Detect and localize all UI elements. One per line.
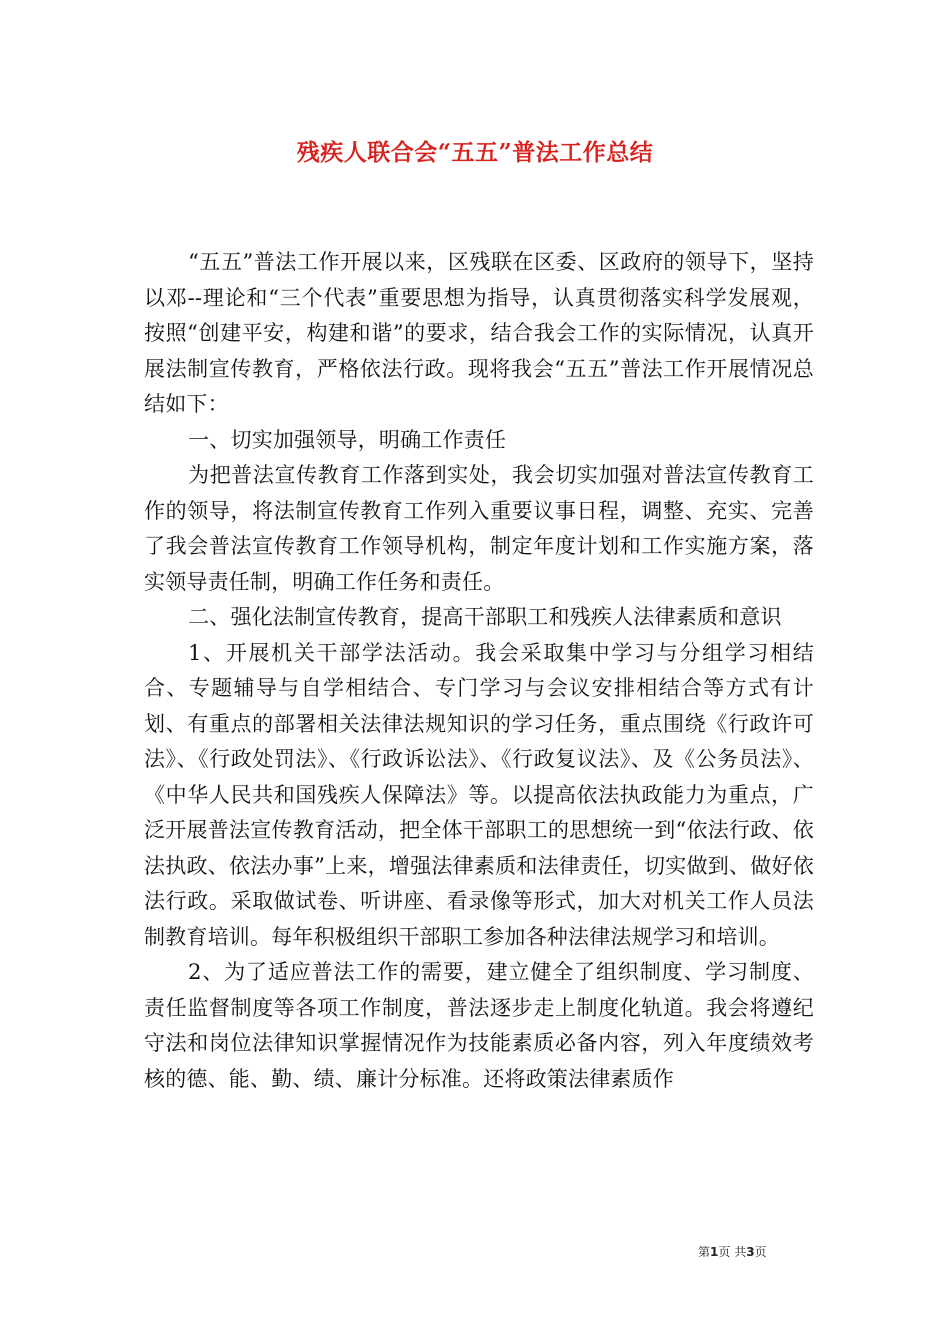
footer-page-number: 1	[710, 1245, 719, 1259]
document-body	[144, 245, 814, 1097]
footer-suffix: 页	[754, 1245, 767, 1259]
section-heading-2: 二、强化法制宣传教育，提高干部职工和残疾人法律素质和意识	[188, 605, 782, 629]
footer-middle: 页 共	[718, 1245, 747, 1259]
document-title: 残疾人联合会“五五”普法工作总结	[296, 139, 654, 166]
footer-total-pages: 3	[746, 1245, 755, 1259]
paragraph-item-1: 1、开展机关干部学法活动。我会采取集中学习与分组学习相结合、专题辅导与自学相结合、专门学习与会议安排相结合等方式有计划、有重点的部署相关法律法规知识的学习任务，重点围绕《行政许可法》、《行政处罚法》、《行政诉讼法》、《行政复议法》、及《公务员法》、《中华人民共和国残疾人保障法》等。以提高依法执政能力为重点，广泛开展普法宣传教育活动，把全体干部职工的思想统一到“依法行政、依法执政、依法办事”上来，增强法律素质和法律责任，切实做到、做好依法行政。采取做试卷、听讲座、看录像等形式，加大对机关工作人员法制教育培训。每年积极组织干部职工参加各种法律法规学习和培训。	[144, 640, 814, 949]
paragraph-intro: “五五”普法工作开展以来，区残联在区委、区政府的领导下，坚持以邓--理论和“三个代表”重要思想为指导，认真贯彻落实科学发展观，按照“创建平安，构建和谐”的要求，结合我会工作的实际情况，认真开展法制宣传教育，严格依法行政。现将我会“五五”普法工作开展情况总结如下：	[144, 250, 814, 416]
paragraph-section-1: 为把普法宣传教育工作落到实处，我会切实加强对普法宣传教育工作的领导，将法制宣传教育工作列入重要议事日程，调整、充实、完善了我会普法宣传教育工作领导机构，制定年度计划和工作实施方案，落实领导责任制，明确工作任务和责任。	[144, 463, 814, 594]
footer-prefix: 第	[698, 1245, 711, 1259]
page-footer	[698, 1243, 810, 1260]
paragraph-item-2: 2、为了适应普法工作的需要，建立健全了组织制度、学习制度、责任监督制度等各项工作制度，普法逐步走上制度化轨道。我会将遵纪守法和岗位法律知识掌握情况作为技能素质必备内容，列入年度绩效考核的德、能、勤、绩、廉计分标准。还将政策法律素质作	[144, 960, 814, 1091]
section-heading-1: 一、切实加强领导，明确工作责任	[188, 427, 507, 452]
